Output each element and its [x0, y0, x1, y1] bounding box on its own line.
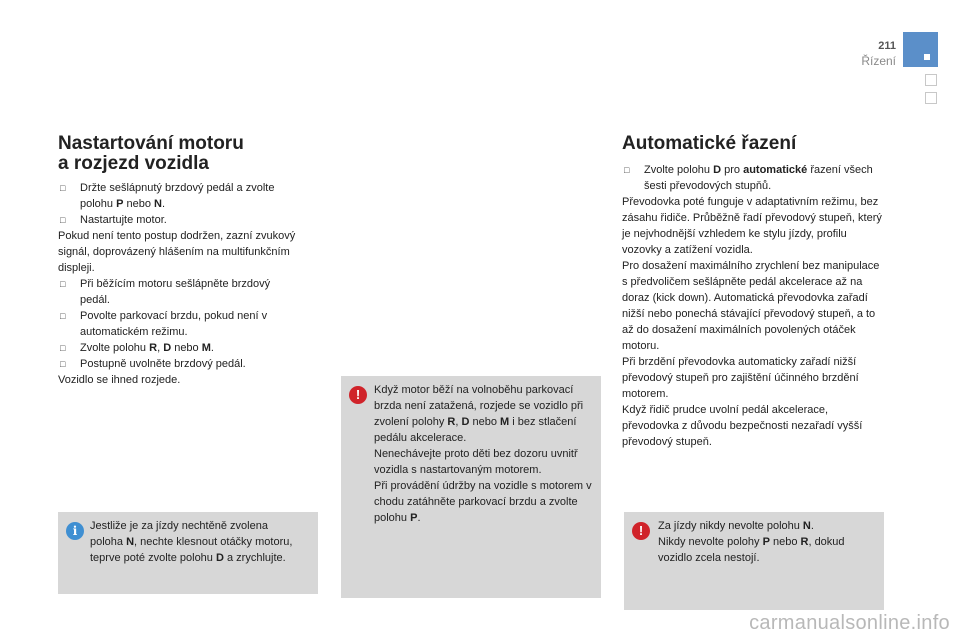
page-number: 211 — [878, 40, 896, 52]
warning-icon: ! — [349, 386, 367, 404]
warning-paragraph: Nikdy nevolte polohy P nebo R, dokud vozidlo zcela nestojí. — [658, 536, 845, 564]
warning-text — [374, 382, 594, 526]
start-instructions — [58, 180, 303, 388]
list-item: □ Zvolte polohu D pro automatické řazení všech šesti převodových stupňů. — [622, 162, 884, 194]
paragraph: Když řidič prudce uvolní pedál akcelerace, převodovka z důvodu bezpečnosti nezařadí vyšší převodový stupeň. — [622, 404, 863, 448]
list-item: □ Držte sešlápnutý brzdový pedál a zvolte polohu P nebo N. — [58, 180, 303, 212]
warning-paragraph: Nenechávejte proto děti bez dozoru uvnitř vozidla s nastartovaným motorem. — [374, 448, 578, 476]
tab-marker — [925, 92, 937, 104]
list-item: □ Povolte parkovací brzdu, pokud není v automatickém režimu. — [58, 308, 303, 340]
warning-box — [341, 376, 601, 598]
warning-paragraph: Při provádění údržby na vozidle s motorem v chodu zatáhněte parkovací brzdu a zvolte polohu P. — [374, 480, 592, 524]
heading-line: a rozjezd vozidla — [58, 153, 209, 174]
paragraph: Při brzdění převodovka automaticky zařadí nižší převodový stupeň pro zajištění účinného brzdění motorem. — [622, 356, 859, 400]
warning-paragraph: Za jízdy nikdy nevolte polohu N. — [658, 520, 814, 532]
list-item: □ Zvolte polohu R, D nebo M. — [58, 340, 303, 356]
paragraph: Převodovka poté funguje v adaptativním režimu, bez zásahu řidiče. Průběžně řadí převodový stupeň, který je nejvhodnější vzhledem ke stylu jízdy, profilu vozovky a zatížení vozidla. — [622, 196, 882, 256]
section-heading-auto: Automatické řazení — [622, 133, 797, 154]
watermark: carmanualsonline.info — [749, 612, 950, 634]
info-box — [58, 512, 318, 594]
paragraph: Pro dosažení maximálního zrychlení bez manipulace s předvoličem sešlápněte pedál akcelerace až na doraz (kick down). Automatická převodovka zařadí nižší nebo ponechá stávající převodový stupeň, a to až do dosažení maximálních povolených otáček motoru. — [622, 260, 880, 352]
warning-icon: ! — [632, 522, 650, 540]
paragraph: Pokud není tento postup dodržen, zazní zvukový signál, doprovázený hlášením na multifunkčním displeji. — [58, 230, 296, 274]
tab-marker — [925, 74, 937, 86]
auto-instructions — [622, 162, 884, 450]
chapter-tab — [903, 32, 938, 67]
warning-text — [658, 518, 873, 566]
paragraph: Vozidlo se ihned rozjede. — [58, 374, 181, 386]
section-title: Řízení — [861, 54, 896, 68]
heading-line: Nastartování motoru — [58, 133, 244, 154]
list-item: □ Nastartujte motor. — [58, 212, 303, 228]
section-heading-start — [58, 134, 318, 174]
warning-paragraph: Když motor běží na volnoběhu parkovací brzda není zatažená, rozjede se vozidlo při zvolení polohy R, D nebo M i bez stlačení pedálu akcelerace. — [374, 384, 584, 444]
info-text: Jestliže je za jízdy nechtěně zvolena poloha N, nechte klesnout otáčky motoru, teprve poté zvolte polohu D a zrychlujte. — [90, 520, 293, 564]
list-item: □ Při běžícím motoru sešlápněte brzdový pedál. — [58, 276, 303, 308]
tab-square-icon — [924, 54, 930, 60]
list-item: □ Postupně uvolněte brzdový pedál. — [58, 356, 303, 372]
info-icon: i — [66, 522, 84, 540]
warning-box — [624, 512, 884, 610]
